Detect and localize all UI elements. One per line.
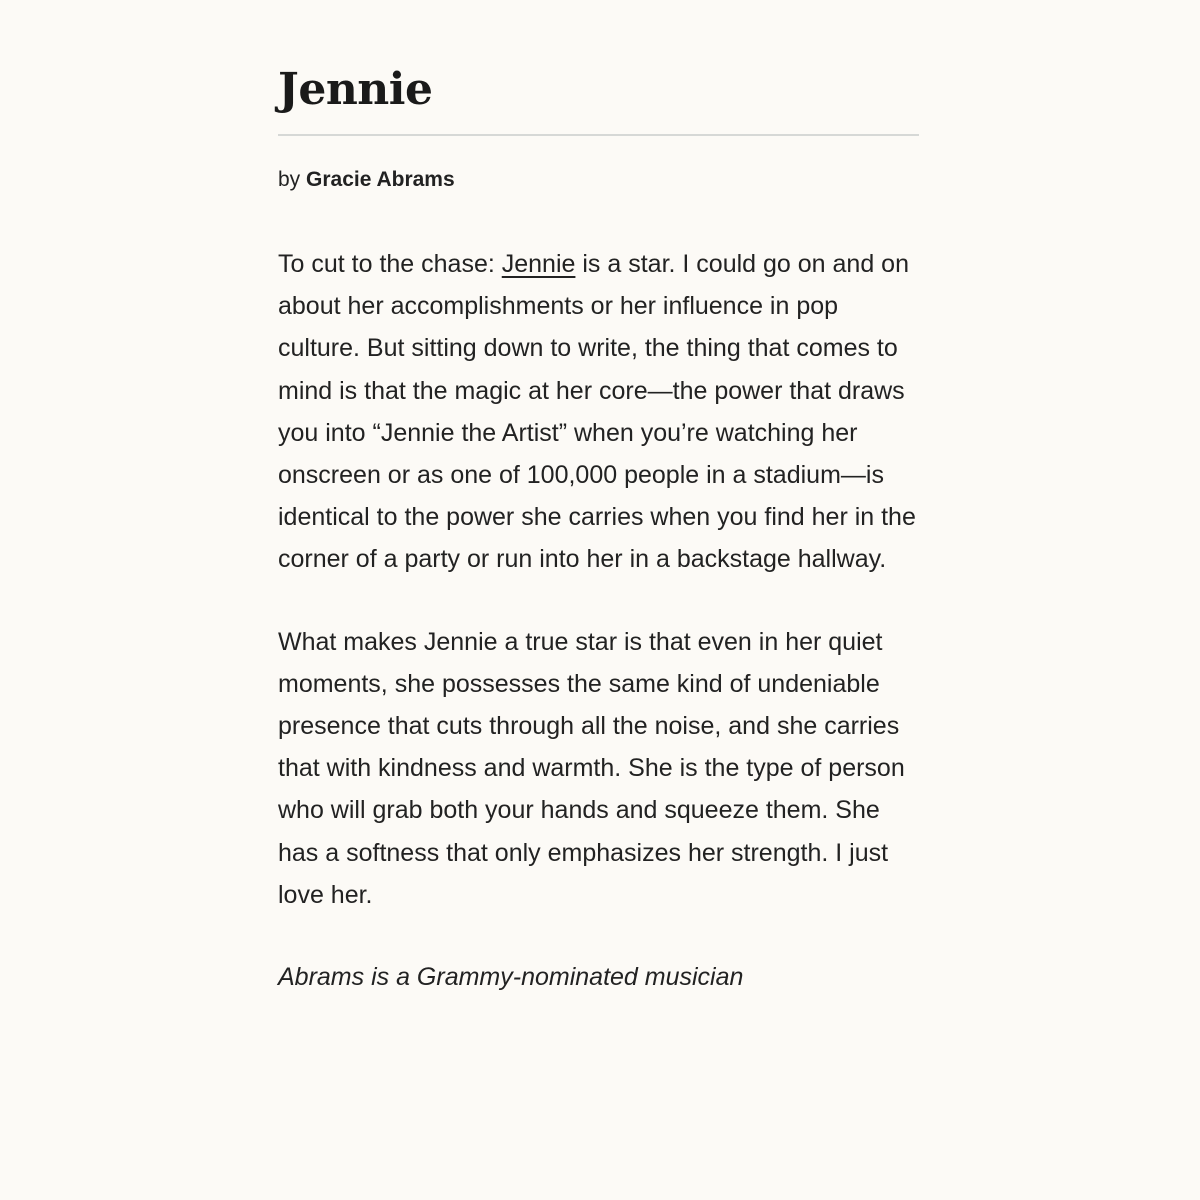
author-credit: Abrams is a Grammy-nominated musician	[278, 963, 744, 992]
article	[278, 62, 920, 998]
byline	[278, 166, 920, 194]
paragraph-1-lead: To cut to the chase:	[278, 250, 502, 278]
article-title: Jennie	[278, 64, 433, 115]
author-name: Gracie Abrams	[306, 168, 455, 191]
paragraph-2: What makes Jennie a true star is that even in her quiet moments, she possesses the same kind of undeniable presence that cuts through all the noise, and she carries that with kindness and warmth. She is the type of person who will grab both your hands and squeeze them. She has a softness that only emphasizes her strength. I just love her.	[278, 627, 905, 909]
paragraph-1-rest: is a star. I could go on and on about her accomplishments or her influence in pop culture. But sitting down to write, the thing that comes to mind is that the magic at her core—the power that draws you into “Jennie the Artist” when you’re watching her onscreen or as one of 100,000 people in a stadium—is identical to the power she carries when you find her in the corner of a party or run into her in a backstage hallway.	[278, 250, 916, 574]
byline-prefix: by	[278, 168, 307, 191]
title-divider	[278, 134, 919, 136]
paragraph-1	[278, 243, 920, 581]
jennie-link[interactable]: Jennie	[501, 250, 576, 278]
